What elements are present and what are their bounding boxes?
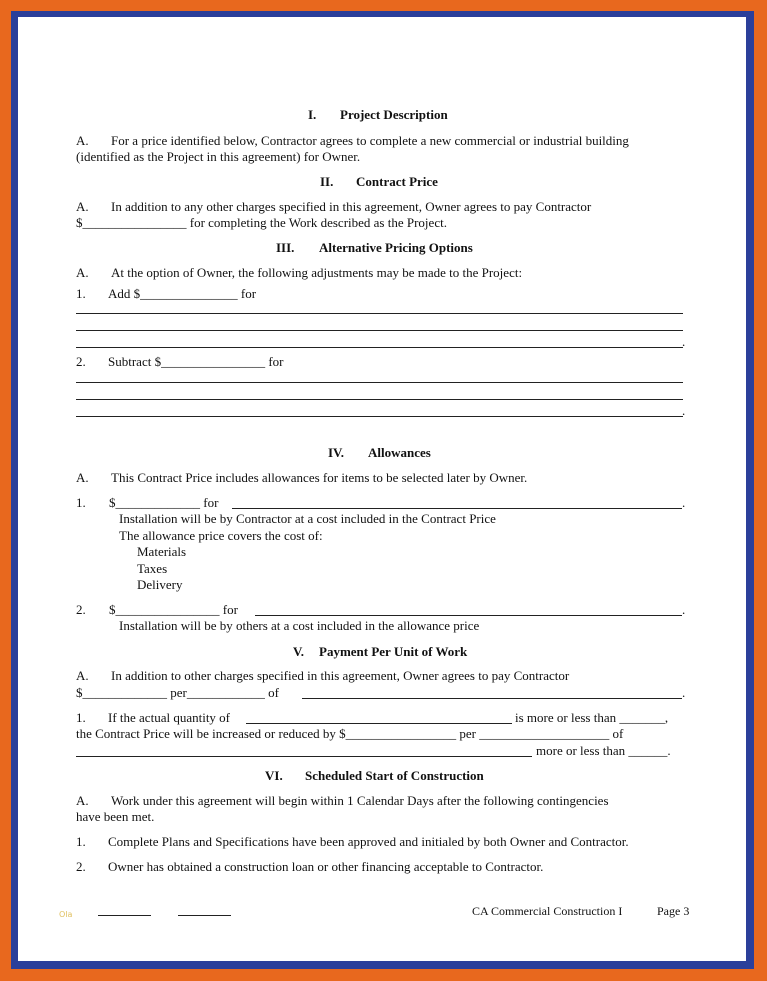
section-6-heading: Scheduled Start of Construction <box>305 768 484 783</box>
section-2-a-line2: $________________ for completing the Work described as the Project. <box>76 215 447 230</box>
section-3-item2-number: 2. <box>76 354 86 369</box>
document-page <box>18 17 746 961</box>
section-2-number: II. <box>320 174 334 189</box>
section-5-a-line1: In addition to other charges specified in this agreement, Owner agrees to pay Contractor <box>111 668 570 683</box>
section-2-heading: Contract Price <box>356 174 438 189</box>
fill-line <box>76 382 683 383</box>
section-5-a-line2: $_____________ per____________ of <box>76 685 279 700</box>
initials-line <box>98 915 151 916</box>
section-4-a-label: A. <box>76 470 89 485</box>
section-5-item1-line1-end: is more or less than _______, <box>515 710 669 725</box>
fill-line <box>302 698 682 699</box>
section-5-number: V. <box>293 644 304 659</box>
line-period: . <box>682 334 686 349</box>
section-6-item1-number: 1. <box>76 834 86 849</box>
section-4-item1-amount: $_____________ for <box>109 495 219 510</box>
section-4-a-line: This Contract Price includes allowances for items to be selected later by Owner. <box>111 470 528 485</box>
cover-item-delivery: Delivery <box>137 577 183 592</box>
section-4-item1-number: 1. <box>76 495 86 510</box>
section-5-heading: Payment Per Unit of Work <box>319 644 468 659</box>
section-6-a-label: A. <box>76 793 89 808</box>
section-1-a-line1: For a price identified below, Contractor agrees to complete a new commercial or industrial building <box>111 133 629 148</box>
section-6-a-line2: have been met. <box>76 809 155 824</box>
line-period: . <box>682 403 686 418</box>
section-6-number: VI. <box>265 768 283 783</box>
section-1-a-label: A. <box>76 133 89 148</box>
section-3-item1-number: 1. <box>76 286 86 301</box>
watermark-text: Ola <box>59 910 73 919</box>
section-4-item2-amount: $________________ for <box>109 602 238 617</box>
section-1-number: I. <box>308 107 317 122</box>
section-4-number: IV. <box>328 445 345 460</box>
section-5-item1-line3-end: more or less than ______. <box>536 743 671 758</box>
section-4-item1-covers: The allowance price covers the cost of: <box>119 528 323 543</box>
section-6-item2-number: 2. <box>76 859 86 874</box>
section-5-item1-line2: the Contract Price will be increased or reduced by $_________________ per ____________________ of <box>76 726 624 741</box>
fill-line <box>76 756 532 757</box>
line-period: . <box>682 602 686 617</box>
section-6-item1: Complete Plans and Specifications have been approved and initialed by both Owner and Contractor. <box>108 834 629 849</box>
section-3-item1: Add $_______________ for <box>108 286 257 301</box>
fill-line <box>232 508 682 509</box>
section-4-item2-number: 2. <box>76 602 86 617</box>
cover-item-taxes: Taxes <box>137 561 168 576</box>
fill-line <box>76 313 683 314</box>
section-2-a-line1: In addition to any other charges specified in this agreement, Owner agrees to pay Contractor <box>111 199 592 214</box>
fill-line <box>76 399 683 400</box>
fill-line <box>76 416 683 417</box>
cover-item-materials: Materials <box>137 544 187 559</box>
section-1-a-line2: (identified as the Project in this agreement) for Owner. <box>76 149 361 164</box>
fill-line <box>255 615 682 616</box>
section-6-a-line1: Work under this agreement will begin within 1 Calendar Days after the following contingencies <box>111 793 609 808</box>
section-4-heading: Allowances <box>368 445 431 460</box>
fill-line <box>76 347 683 348</box>
section-4-item1-install: Installation will be by Contractor at a cost included in the Contract Price <box>119 511 496 526</box>
fill-line <box>76 330 683 331</box>
section-3-item2: Subtract $________________ for <box>108 354 284 369</box>
section-3-heading: Alternative Pricing Options <box>319 240 473 255</box>
section-4-item2-install: Installation will be by others at a cost included in the allowance price <box>119 618 480 633</box>
section-5-a-label: A. <box>76 668 89 683</box>
section-5-item1-number: 1. <box>76 710 86 725</box>
section-3-a-label: A. <box>76 265 89 280</box>
section-3-a-line: At the option of Owner, the following adjustments may be made to the Project: <box>111 265 523 280</box>
section-5-item1-line1-start: If the actual quantity of <box>108 710 231 725</box>
footer-page-number: Page 3 <box>657 904 690 918</box>
fill-line <box>246 723 512 724</box>
initials-line <box>178 915 231 916</box>
line-period: . <box>682 685 686 700</box>
footer-doc-title: CA Commercial Construction I <box>472 904 623 918</box>
section-2-a-label: A. <box>76 199 89 214</box>
section-3-number: III. <box>276 240 295 255</box>
line-period: . <box>682 495 686 510</box>
section-6-item2: Owner has obtained a construction loan or other financing acceptable to Contractor. <box>108 859 544 874</box>
section-1-heading: Project Description <box>340 107 448 122</box>
